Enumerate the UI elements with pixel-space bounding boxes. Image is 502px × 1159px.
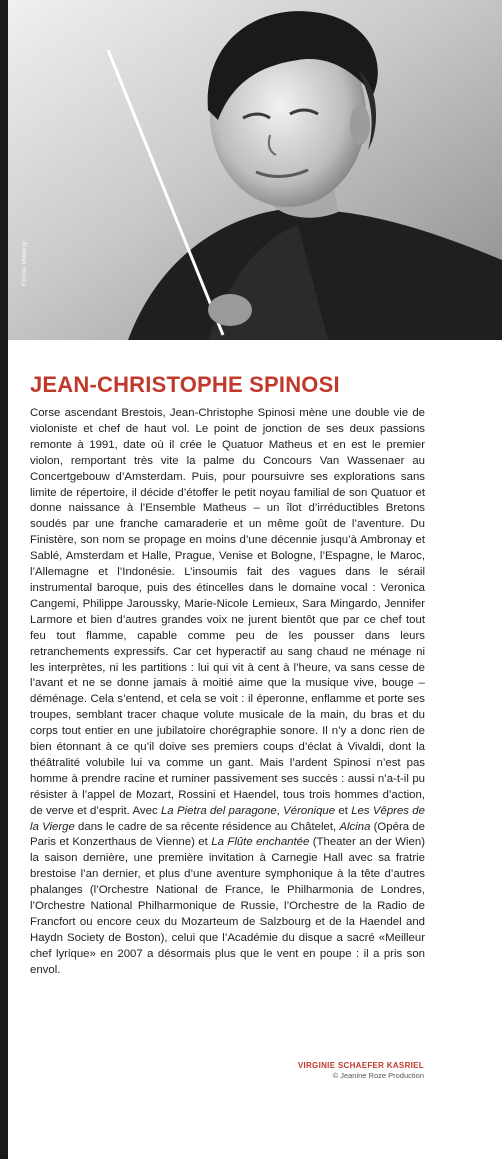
portrait-photo: [8, 0, 502, 340]
work-title-flute: La Flûte enchantée: [211, 836, 310, 849]
work-title-pietra: La Pietra del paragone: [160, 804, 277, 817]
body-text-part: (Theater an der Wien) la saison dernière, une première invitation à Carnegie Hall avec sa fratrie brestoise l’an dernier, et plus d’une aventure symphonique à la tête d’autres phalanges (l’Orchestre National de France, le Philharmonia de Londres, l’Orchestre National Philharmonique de Russie, l’Orchestre de la Radio de Francfort ou encore ceux du Mozarteum de Salzbourg et de la Haendel and Haydn Society de Boston), celui que l’Académie du disque a sacré «Meilleur chef lyrique» en 2007 a désormais plus que le vent en poupe : il a pris son envol.: [30, 836, 425, 976]
author-signature: VIRGINIE SCHAEFER KASRIEL: [297, 1061, 424, 1070]
body-text-part: dans le cadre de sa récente résidence au Châtelet,: [74, 820, 340, 833]
photo-credit: Emilie Imberty: [22, 240, 28, 286]
body-text-part: Corse ascendant Brestois, Jean-Christophe Spinosi mène une double vie de violoniste et chef de haut vol. Le point de jonction de ses deux passions remonte à 1991, date où il crée le Quatuor Matheus et en est le premier violon, remportant très vite la palme du Concours Van Wassenaer au Concertgebouw d’Amsterdam. Puis, pour poursuivre ses explorations sans limite de répertoire, il décide d’étoffer le petit noyau familial de son Quatuor et donne naissance à l’Ensemble Matheus – un îlot d’irréductibles Bretons soudés par une franche camaraderie et un même goût de l’aventure. Du Finistère, son nom se propage en moins d’une décennie jusqu’à Ambronay et Sablé, Amsterdam et Halle, Prague, Venise et Bologne, l’Espagne, le Maroc, l’Allemagne et l’Indonésie. L’insoumis fait des vagues dans le sérail instrumental baroque, puis des étincelles dans le domaine vocal : Veronica Cangemi, Philippe Jaroussky, Marie-Nicole Lemieux, Sara Mingardo, Jennifer Larmore et bien d’autres grandes voix ne jurent bientôt que par ce chef tout feu tout flamme, capable comme peu de les pousser dans leurs retranchements expressifs. Car cet hyperactif au sang chaud ne ménage ni les interprètes, ni les partitions : lui qui vit à cent à l’heure, va sans cesse de l’avant et ne se donne jamais à moitié aime que la musique vive, bouge – déménage. Cela s’entend, et cela se voit : il éperonne, enflamme et porte ses troupes, semblant tracer chaque volute musicale de la main, du bras et du corps tout entier en une jubilatoire chorégraphie sonore. Il n’y a donc rien de bien étonnant à ce qu’il doive ses premiers coups d’éclat à Vivaldi, dont la théâtralité volubile lui va comme un gant. Mais l’ardent Spinosi n’est pas homme à prendre racine et ruminer passivement ses succès : aussi n’a-t-il pu résister à l’appel de Mozart, Rossini et Haendel, tous trois hommes d’action, de verve et d’esprit. Avec: [30, 407, 425, 817]
body-text-part: et: [335, 804, 352, 817]
article-title: JEAN-CHRISTOPHE SPINOSI: [30, 372, 340, 397]
portrait-illustration: [8, 0, 502, 340]
work-title-alcina: Alcina: [339, 820, 371, 833]
page-edge: [0, 0, 8, 1159]
work-title-veronique: Véronique: [283, 804, 336, 817]
article-body: [30, 406, 425, 979]
body-text-part: ,: [276, 804, 284, 817]
copyright-credit: © Jeanine Roze Production: [332, 1071, 424, 1080]
work-title-vepres: Les Vêpres de la Vierge: [30, 804, 425, 833]
body-text-part: (Opéra de Paris et Konzerthaus de Vienne) et: [30, 820, 425, 849]
